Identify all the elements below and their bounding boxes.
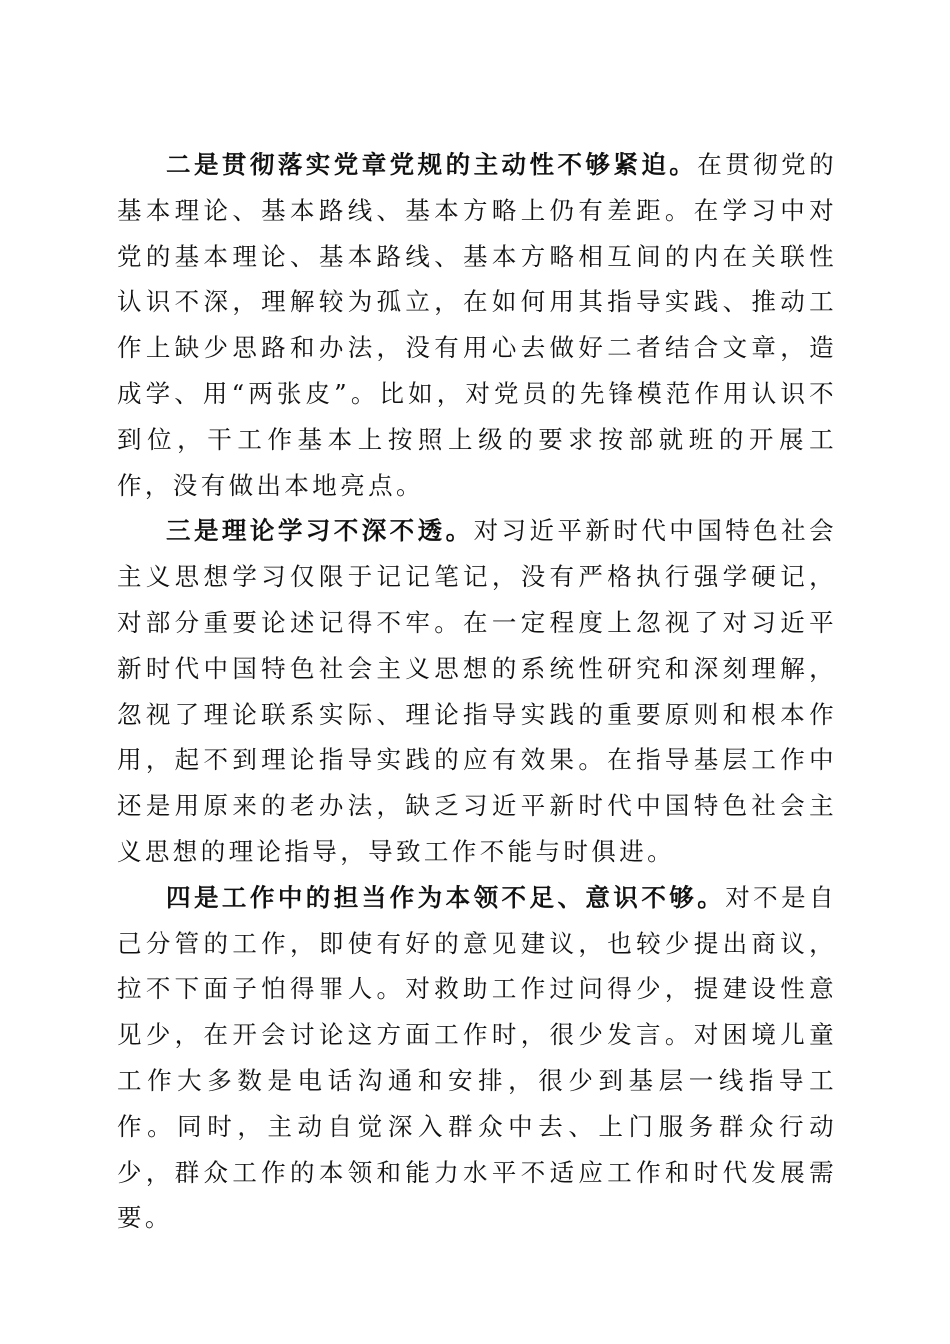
document-body bbox=[117, 142, 837, 1241]
paragraph-four bbox=[117, 875, 837, 1241]
paragraph-three bbox=[117, 508, 837, 874]
paragraph-two bbox=[117, 142, 837, 508]
paragraph-three-heading: 三是理论学习不深不透。 bbox=[166, 516, 474, 546]
paragraph-two-text: 在贯彻党的基本理论、基本路线、基本方略上仍有差距。在学习中对党的基本理论、基本路线、基本方略相互间的内在关联性认识不深，理解较为孤立，在如何用其指导实践、推动工作上缺少思路和办法，没有用心去做好二者结合文章，造成学、用“两张皮”。比如，对党员的先锋模范作用认识不到位，干工作基本上按照上级的要求按部就班的开展工作，没有做出本地亮点。 bbox=[117, 150, 837, 500]
paragraph-four-text: 对不是自己分管的工作，即使有好的意见建议，也较少提出商议，拉不下面子怕得罪人。对救助工作过问得少，提建设性意见少，在开会讨论这方面工作时，很少发言。对困境儿童工作大多数是电话沟通和安排，很少到基层一线指导工作。同时，主动自觉深入群众中去、上门服务群众行动少，群众工作的本领和能力水平不适应工作和时代发展需要。 bbox=[117, 882, 837, 1233]
paragraph-three-text: 对习近平新时代中国特色社会主义思想学习仅限于记记笔记，没有严格执行强学硬记，对部分重要论述记得不牢。在一定程度上忽视了对习近平新时代中国特色社会主义思想的系统性研究和深刻理解，忽视了理论联系实际、理论指导实践的重要原则和根本作用，起不到理论指导实践的应有效果。在指导基层工作中还是用原来的老办法，缺乏习近平新时代中国特色社会主义思想的理论指导，导致工作不能与时俱进。 bbox=[117, 516, 838, 866]
paragraph-two-heading: 二是贯彻落实党章党规的主动性不够紧迫。 bbox=[166, 150, 698, 179]
paragraph-four-heading: 四是工作中的担当作为本领不足、意识不够。 bbox=[166, 882, 726, 912]
